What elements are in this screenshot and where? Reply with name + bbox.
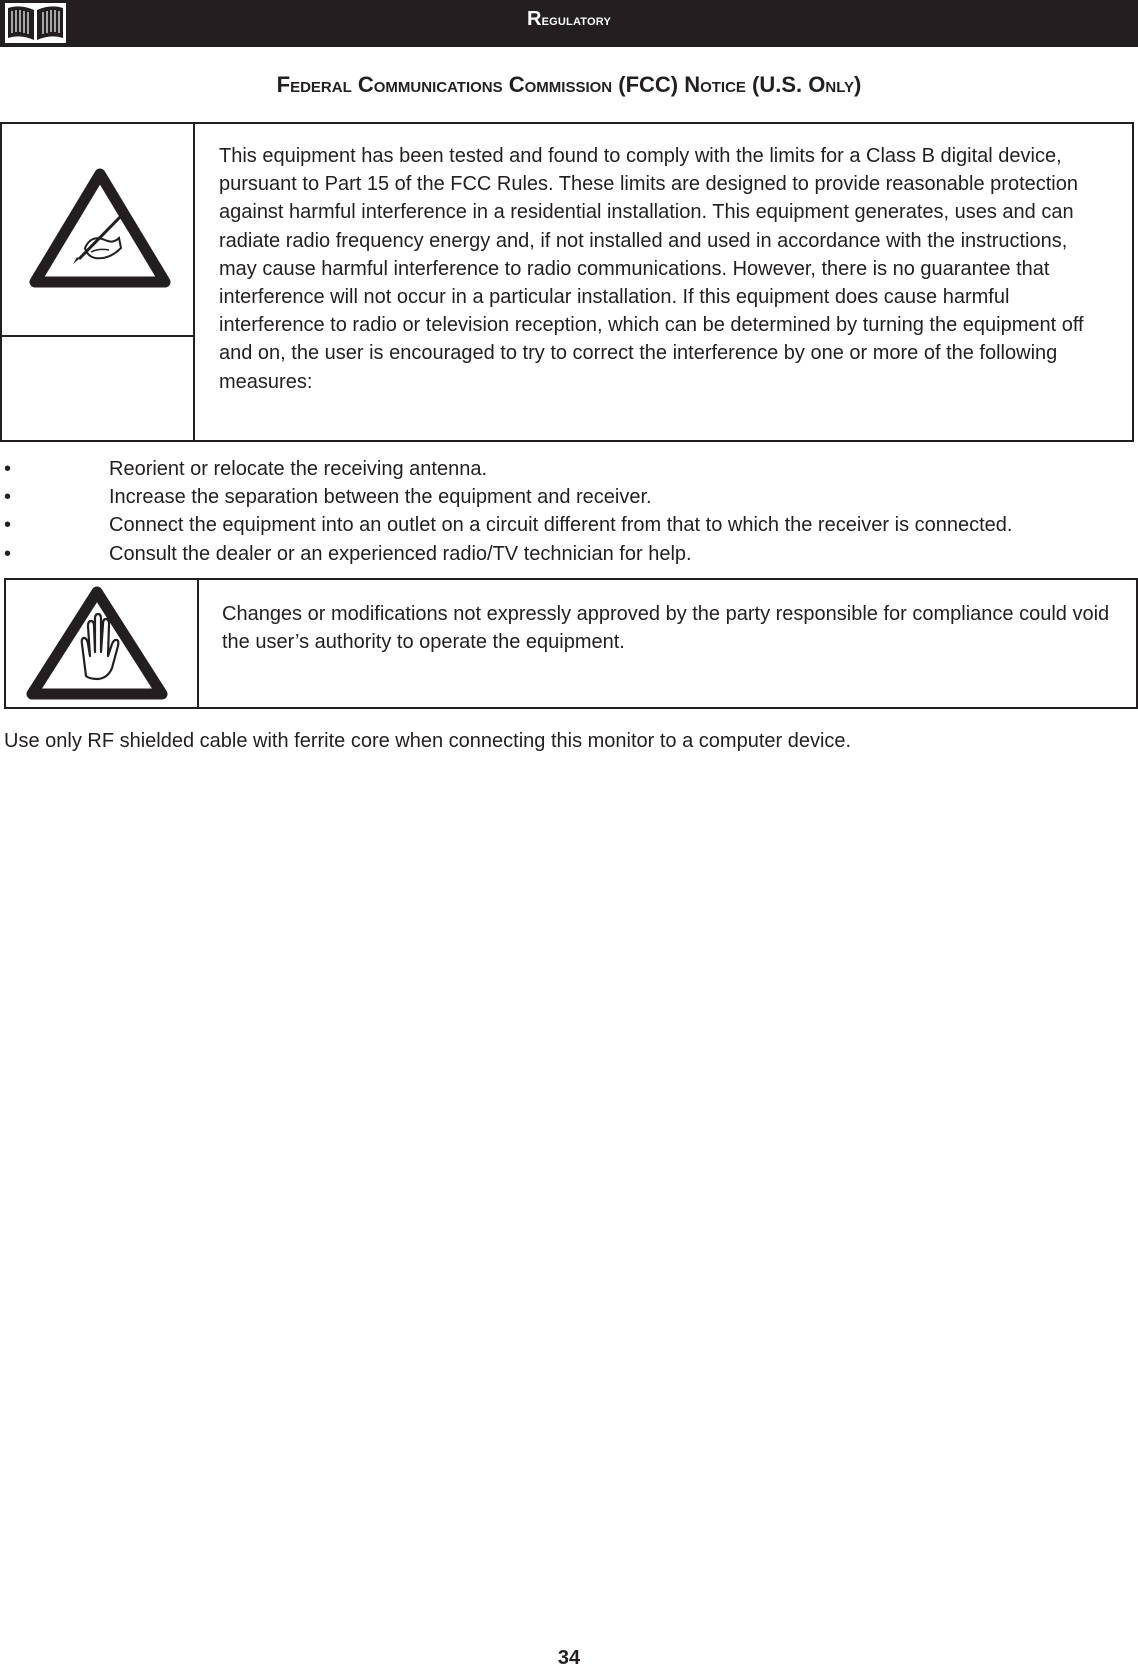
list-item bbox=[0, 540, 1138, 568]
bullet-marker: • bbox=[4, 514, 12, 537]
page-number: 34 bbox=[557, 1647, 581, 1669]
header-title: Regulatory bbox=[526, 8, 612, 30]
modification-warning-box bbox=[4, 578, 1138, 709]
measure-text: Connect the equipment into an outlet on a circuit different from that to which the receiver is connected. bbox=[109, 514, 1013, 537]
notice-box-divider bbox=[193, 124, 195, 440]
note-pen-icon bbox=[29, 168, 171, 290]
measure-text: Reorient or relocate the receiving antenna. bbox=[109, 458, 488, 480]
bullet-marker: • bbox=[4, 458, 12, 480]
bullet-marker: • bbox=[4, 486, 12, 509]
section-title: Federal Communications Commission (FCC) Notice (U.S. Only) bbox=[276, 72, 862, 97]
warning-box-divider bbox=[197, 580, 199, 707]
stop-hand-icon bbox=[26, 586, 168, 702]
list-item bbox=[0, 511, 1138, 539]
measure-text: Consult the dealer or an experienced radio/TV technician for help. bbox=[109, 542, 692, 565]
shielded-cable-note: Use only RF shielded cable with ferrite core when connecting this monitor to a computer device. bbox=[4, 730, 852, 752]
fcc-notice-text: This equipment has been tested and found to comply with the limits for a Class B digital device, pursuant to Part 15 of the FCC Rules. These limits are designed to provide reasonable protection against harmful interference in a residential installation. This equipment generates, uses and can radiate radio frequency energy and, if not installed and used in accordance with the instructions, may cause harmful interference to radio communications. However, there is no guarantee that interference will not occur in a particular installation. If this equipment does cause harmful interference to radio or television reception, which can be determined by turning the equipment off and on, the user is encouraged to try to correct the interference by one or more of the following measures: bbox=[219, 145, 1084, 393]
interference-measures-list bbox=[0, 455, 1138, 568]
modification-warning-text: Changes or modifications not expressly approved by the party responsible for compliance could void the user’s authority to operate the equipment. bbox=[222, 603, 1110, 654]
list-item bbox=[0, 455, 1138, 483]
measure-text: Increase the separation between the equipment and receiver. bbox=[109, 486, 652, 509]
fcc-notice-box bbox=[0, 122, 1134, 442]
bullet-marker: • bbox=[4, 542, 12, 565]
header-bar bbox=[0, 0, 1138, 47]
notice-box-cell-divider bbox=[2, 335, 194, 337]
list-item bbox=[0, 483, 1138, 511]
